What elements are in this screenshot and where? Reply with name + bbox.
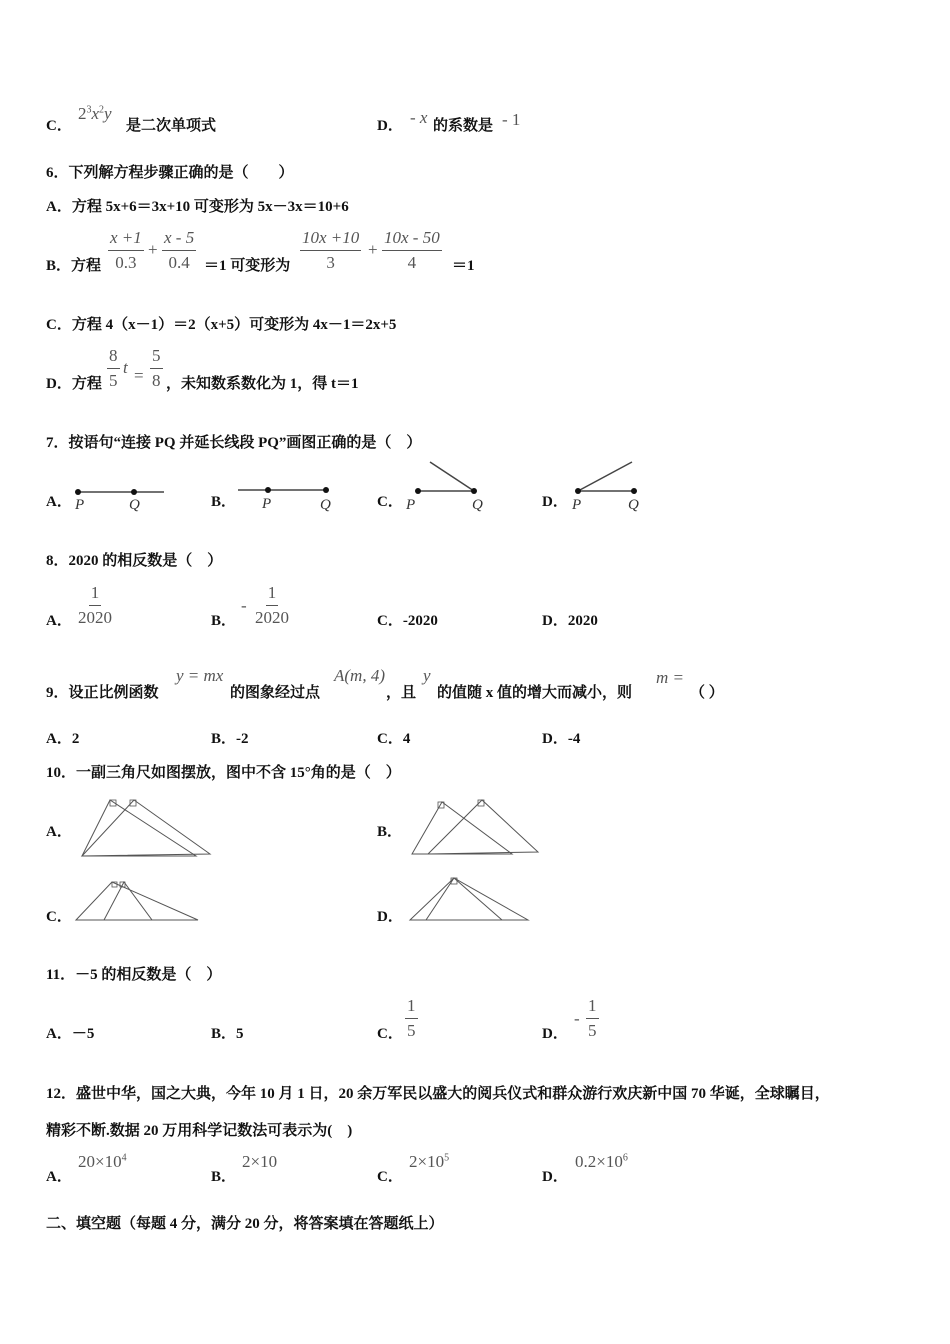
q5-c-math: $2^3x^2y$ [78, 104, 112, 123]
q10-stem: 10．一副三角尺如图摆放，图中不含 15°角的是（ ） [46, 765, 401, 781]
svg-text:P: P [262, 496, 272, 512]
q9-option-a: A．2 [46, 731, 80, 747]
q7-option-d: D． [542, 494, 568, 510]
q12-option-c-label: C． [377, 1169, 403, 1185]
q10-diagram-c [74, 878, 202, 924]
q6-b-fraction-2: $\frac{x - 5}{0.4}$ [164, 228, 195, 272]
q9-stem-1: 9．设正比例函数 [46, 685, 159, 701]
q12-option-a-label: A． [46, 1169, 72, 1185]
q6-option-b-label: B．方程 [46, 258, 102, 274]
q12-option-b-label: B． [211, 1169, 237, 1185]
q9-math-4: m = [656, 668, 684, 687]
q6-d-t: t [123, 358, 128, 377]
q7-stem: 7．按语句“连接 PQ 并延长线段 PQ”画图正确的是（ ） [46, 435, 422, 451]
q5-d-text: 的系数是 [433, 118, 494, 134]
q9-option-d: D．-4 [542, 731, 581, 747]
q9-option-b: B．-2 [211, 731, 249, 747]
svg-text:P: P [406, 497, 416, 513]
q6-d-fraction-1: $\frac{8}{5}$ [109, 346, 118, 390]
q5-d-math: - x [410, 108, 428, 127]
q11-option-b: B．5 [211, 1026, 244, 1042]
q11-option-d-label: D． [542, 1026, 568, 1042]
q5-option-d: D． [377, 118, 403, 134]
svg-text:Q: Q [320, 497, 331, 513]
q7-diagram-c [404, 462, 494, 514]
q11-option-c-label: C． [377, 1026, 403, 1042]
q9-math-1: y = mx [176, 666, 224, 685]
q12-stem-line-1: 12．盛世中华，国之大典，今年 10 月 1 日，20 余万军民以盛大的阅兵仪式和群众游行欢庆新中国 70 华诞，全球瞩目， [46, 1086, 830, 1102]
q9-stem-3: ，且 [386, 685, 417, 701]
q9-stem-2: 的图象经过点 [230, 685, 321, 701]
svg-text:Q: Q [472, 497, 483, 513]
q8-b-fraction: $\frac{1}{2020}$ [255, 583, 289, 627]
q11-c-fraction: $\frac{1}{5}$ [407, 996, 416, 1040]
q5-d-math2: - 1 [502, 110, 521, 129]
q12-stem-line-2: 精彩不断.数据 20 万用科学记数法可表示为( ) [46, 1123, 353, 1139]
q11-d-sign: - [574, 1009, 580, 1028]
q6-b-end: ＝1 [452, 258, 475, 274]
q6-d-fraction-2: $\frac{5}{8}$ [152, 346, 161, 390]
q9-stem-5: （ ） [690, 685, 724, 701]
q11-option-a: A．－5 [46, 1026, 95, 1042]
q12-c-math: $2\times 10^5$ [409, 1152, 450, 1171]
q6-b-fraction-3: $\frac{10x +10}{3}$ [302, 228, 360, 272]
svg-text:Q: Q [628, 497, 639, 513]
q9-math-2: A(m, 4) [334, 666, 385, 685]
q8-option-d: D．2020 [542, 613, 598, 629]
q9-option-c: C．4 [377, 731, 411, 747]
q11-d-fraction: $\frac{1}{5}$ [588, 996, 597, 1040]
q10-option-d: D． [377, 909, 403, 925]
svg-text:Q: Q [129, 497, 140, 513]
q6-option-d-label: D．方程 [46, 376, 102, 392]
q10-diagram-d [406, 874, 534, 924]
q12-a-math: $20\times 10^4$ [78, 1152, 127, 1171]
q8-option-b-label: B． [211, 613, 237, 629]
q8-b-sign: - [241, 596, 247, 615]
q8-a-fraction: $\frac{1}{2020}$ [78, 583, 112, 627]
q11-stem: 11．－5 的相反数是（ ） [46, 967, 222, 983]
section-2-title: 二、填空题（每题 4 分，满分 20 分，将答案填在答题纸上） [46, 1216, 444, 1232]
q7-option-b: B． [211, 494, 237, 510]
q12-d-math: $0.2\times 10^6$ [575, 1152, 628, 1171]
q10-diagram-b [408, 796, 542, 858]
q7-option-a: A． [46, 494, 72, 510]
q6-d-eq: = [134, 366, 144, 385]
q10-diagram-a [78, 796, 214, 860]
q6-b-plus-2: + [368, 240, 378, 259]
q5-c-text: 是二次单项式 [126, 118, 217, 134]
q7-option-c: C． [377, 494, 403, 510]
q6-option-c: C．方程 4（x－1）＝2（x+5）可变形为 4x－1＝2x+5 [46, 317, 397, 333]
q9-stem-4: 的值随 x 值的增大而减小，则 [437, 685, 633, 701]
q10-option-a: A． [46, 824, 72, 840]
q12-option-d-label: D． [542, 1169, 568, 1185]
q10-option-c: C． [46, 909, 72, 925]
q12-b-math: 2×10 [242, 1152, 278, 1171]
q8-stem: 8．2020 的相反数是（ ） [46, 553, 223, 569]
q6-b-plus: + [148, 240, 158, 259]
q6-b-fraction-1: $\frac{x +1}{0.3}$ [110, 228, 142, 272]
q10-option-b: B． [377, 824, 403, 840]
q6-stem: 6．下列解方程步骤正确的是（ ） [46, 165, 294, 181]
q6-b-mid: ＝1 可变形为 [204, 258, 291, 274]
q5-option-c: C． [46, 118, 72, 134]
q6-option-a: A．方程 5x+6＝3x+10 可变形为 5x－3x＝10+6 [46, 199, 349, 215]
q6-d-text: ，未知数系数化为 1，得 t＝1 [166, 376, 359, 392]
q6-b-fraction-4: $\frac{10x - 50}{4}$ [384, 228, 440, 272]
q7-diagram-a [74, 480, 170, 512]
q8-option-a-label: A． [46, 613, 72, 629]
q9-math-3: y [423, 666, 431, 685]
svg-text:P: P [572, 497, 582, 513]
q7-diagram-d [570, 460, 650, 514]
svg-text:P: P [75, 497, 85, 513]
q7-diagram-b [238, 480, 338, 512]
q8-option-c: C．-2020 [377, 613, 438, 629]
